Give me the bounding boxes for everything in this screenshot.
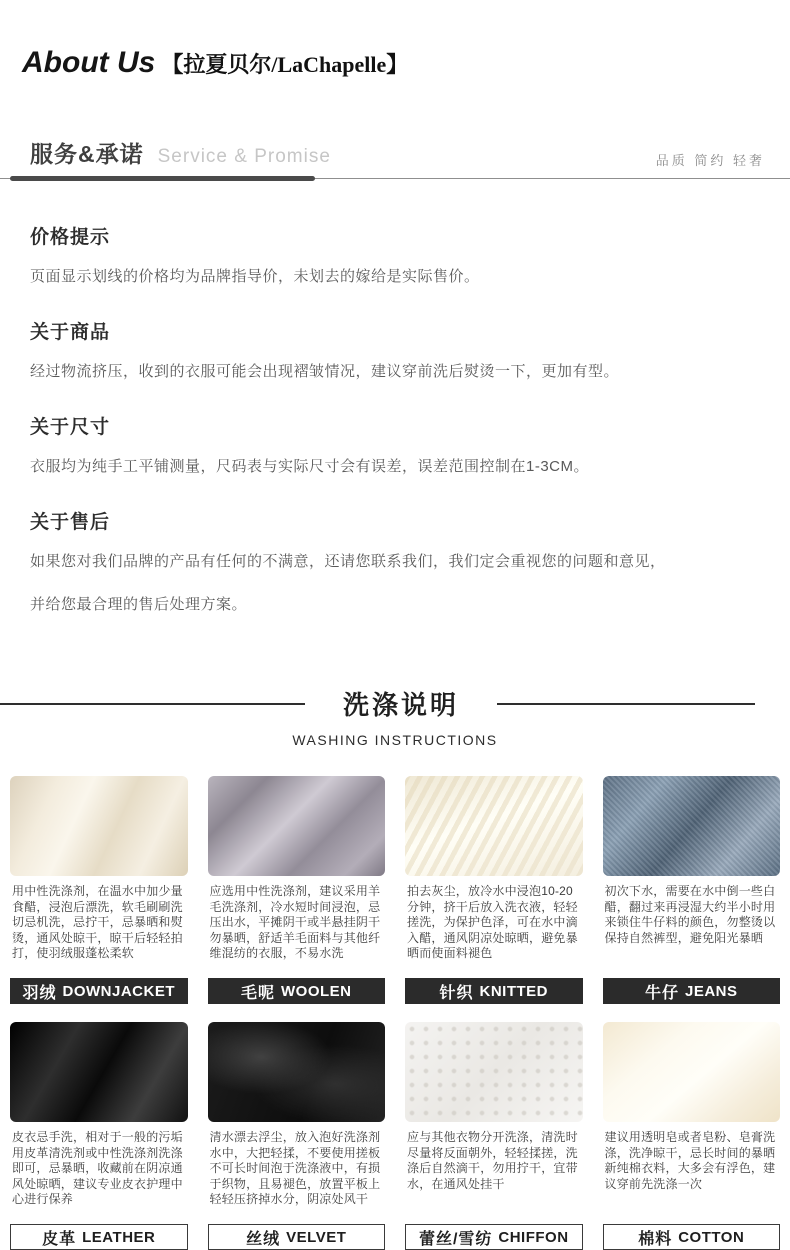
fabric-label-en: DOWNJACKET <box>62 982 175 1000</box>
fabric-care-grid <box>0 776 790 1250</box>
fabric-label-downjacket <box>10 978 188 1004</box>
care-card-velvet <box>208 1022 386 1250</box>
care-instructions-text: 应选用中性洗涤剂，建议采用羊毛洗涤剂，冷水短时间浸泡，忌压出水，平摊阴干或半悬挂阴干勿暴晒，舒适羊毛面料与其他纤维混纺的衣服，不易水洗 <box>209 884 381 960</box>
fabric-image-chiffon <box>405 1022 583 1122</box>
care-instructions-text: 皮衣忌手洗，相对于一般的污垢用皮革清洗剂或中性洗涤剂洗涤即可，忌暴晒，收藏前在阴凉通风处晾晒，建议专业皮衣护理中心进行保养 <box>12 1130 183 1206</box>
washing-title-zh: 洗涤说明 <box>342 690 459 720</box>
page-title: About Us <box>22 46 156 79</box>
section-heading: 关于尺寸 <box>30 417 111 438</box>
washing-title-row <box>0 685 790 722</box>
brand-tagline: 品质 简约 轻奢 <box>655 153 765 168</box>
fabric-label-zh: 皮革 <box>42 1230 77 1248</box>
title-line-right <box>497 703 755 705</box>
washing-title-en: WASHING INSTRUCTIONS <box>292 732 498 748</box>
service-title-zh: 服务&承诺 <box>30 141 144 167</box>
fabric-label-en: KNITTED <box>479 982 548 1000</box>
service-promise-row <box>0 136 790 175</box>
brand-name: 【拉夏贝尔/LaChapelle】 <box>161 52 409 77</box>
fabric-label-zh: 毛呢 <box>240 984 275 1002</box>
fabric-label-zh: 丝绒 <box>246 1230 281 1248</box>
fabric-label-knitted <box>405 978 583 1004</box>
care-card-downjacket <box>10 776 188 1004</box>
section-paragraph: 并给您最合理的售后处理方案。 <box>30 596 248 613</box>
care-card-knitted <box>405 776 583 1004</box>
fabric-label-zh: 牛仔 <box>644 984 679 1002</box>
fabric-image-leather <box>10 1022 188 1122</box>
page-header <box>0 0 790 80</box>
care-instructions-text: 清水漂去浮尘，放入泡好洗涤剂水中，大把轻揉，不要使用搓板不可长时间泡于洗涤液中，有损于织物，且易褪色，放置平板上轻轻压挤掉水分，阴凉处风干 <box>209 1130 381 1206</box>
title-line-left <box>0 703 305 705</box>
fabric-image-jeans <box>603 776 781 876</box>
fabric-label-en: COTTON <box>678 1228 745 1246</box>
section-about-product <box>30 317 760 382</box>
care-instructions-text: 拍去灰尘，放冷水中浸泡10-20分钟，挤干后放入洗衣液，轻轻搓洗，为保护色泽，可在水中滴入醋，通风阴凉处晾晒，避免暴晒而使面料褪色 <box>407 884 578 960</box>
care-card-leather <box>10 1022 188 1250</box>
fabric-label-en: VELVET <box>286 1228 347 1246</box>
fabric-label-chiffon <box>405 1224 583 1250</box>
fabric-label-en: WOOLEN <box>281 982 352 1000</box>
section-heading: 价格提示 <box>30 227 111 248</box>
section-heading: 关于商品 <box>30 322 111 343</box>
section-after-sales <box>30 507 760 615</box>
section-paragraph: 页面显示划线的价格均为品牌指导价，未划去的嫁给是实际售价。 <box>30 268 480 285</box>
service-title-en: Service & Promise <box>157 146 331 167</box>
care-instructions-text: 初次下水，需要在水中倒一些白醋，翻过来再浸湿大约半小时用来锁住牛仔料的颜色，勿整烫以保持自然裤型，避免阳光暴晒 <box>604 884 776 945</box>
fabric-label-en: LEATHER <box>82 1228 156 1246</box>
service-promise-banner <box>0 136 790 182</box>
info-sections <box>0 182 790 615</box>
care-card-woolen <box>208 776 386 1004</box>
fabric-label-cotton <box>603 1224 781 1250</box>
fabric-label-zh: 羽绒 <box>22 984 57 1002</box>
care-card-chiffon <box>405 1022 583 1250</box>
fabric-image-cotton <box>603 1022 781 1122</box>
banner-divider <box>0 175 790 182</box>
section-heading: 关于售后 <box>30 512 111 533</box>
section-paragraph: 经过物流挤压，收到的衣服可能会出现褶皱情况，建议穿前洗后熨烫一下，更加有型。 <box>30 363 620 380</box>
fabric-label-en: CHIFFON <box>498 1228 569 1246</box>
care-card-jeans <box>603 776 781 1004</box>
fabric-image-downjacket <box>10 776 188 876</box>
fabric-label-zh: 蕾丝/雪纺 <box>418 1230 493 1248</box>
fabric-label-jeans <box>603 978 781 1004</box>
care-instructions-text: 用中性洗涤剂，在温水中加少量食醋，浸泡后漂洗，软毛刷刷洗切忌机洗，忌拧干，忌暴晒和熨烫，通风处晾干，晾干后轻轻拍打，使羽绒服蓬松柔软 <box>12 884 183 960</box>
fabric-label-velvet <box>208 1224 386 1250</box>
fabric-image-velvet <box>208 1022 386 1122</box>
fabric-label-leather <box>10 1224 188 1250</box>
section-price-notice <box>30 222 760 287</box>
section-paragraph: 衣服均为纯手工平铺测量，尺码表与实际尺寸会有误差，误差范围控制在1-3CM。 <box>30 458 590 475</box>
section-paragraph: 如果您对我们品牌的产品有任何的不满意，还请您联系我们，我们定会重视您的问题和意见， <box>30 553 666 570</box>
section-about-size <box>30 412 760 477</box>
fabric-image-woolen <box>208 776 386 876</box>
care-instructions-text: 建议用透明皂或者皂粉、皂膏洗涤，洗净晾干，忌长时间的暴晒新纯棉衣料，大多会有浮色，建议穿前先洗涤一次 <box>604 1130 776 1191</box>
washing-instructions-header <box>0 685 790 748</box>
fabric-label-zh: 棉料 <box>638 1230 673 1248</box>
fabric-image-knitted <box>405 776 583 876</box>
care-card-cotton <box>603 1022 781 1250</box>
fabric-label-en: JEANS <box>684 982 738 1000</box>
divider-thick-bar <box>10 176 315 181</box>
fabric-label-woolen <box>208 978 386 1004</box>
fabric-label-zh: 针织 <box>439 984 474 1002</box>
care-instructions-text: 应与其他衣物分开洗涤，清洗时尽量将反面朝外，轻轻揉搓，洗涤后自然滴干，勿用拧干，宜带水，在通风处挂干 <box>407 1130 578 1191</box>
